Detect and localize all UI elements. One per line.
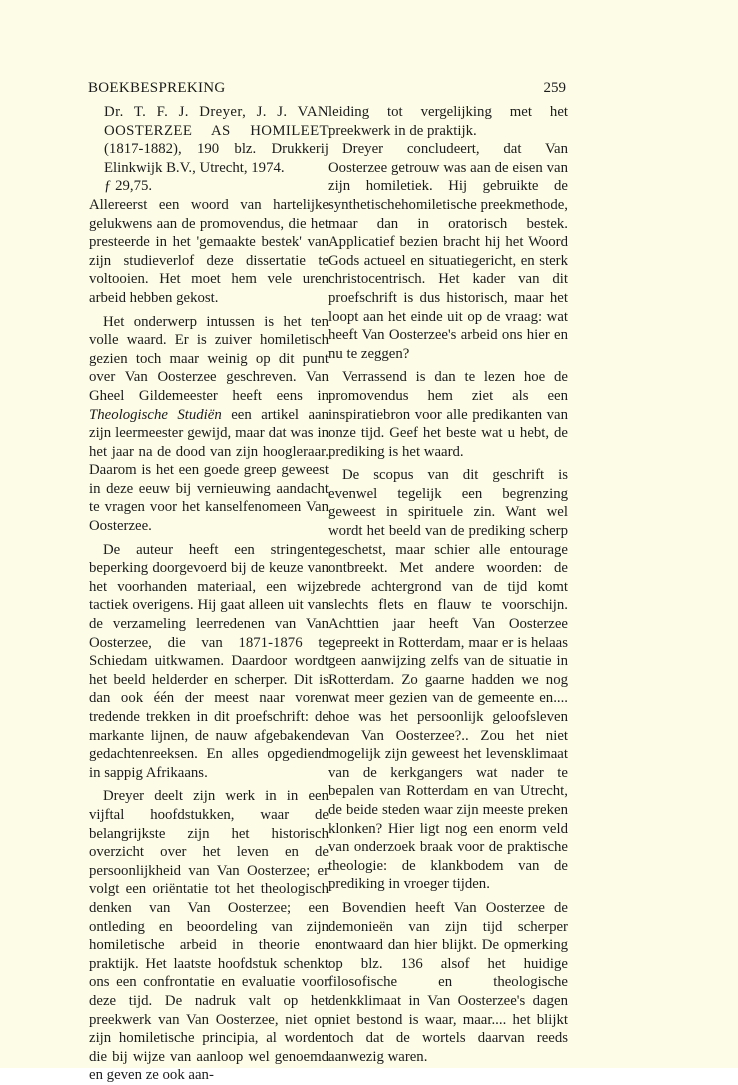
left-column: [89, 103, 329, 1085]
paragraph: Het onderwerp intussen is het ten volle waard. Er is zuiver homiletisch gezien toch maar weinig op dit punt over Van Oosterzee geschreven. Van Gheel Gildemeester heeft eens in Theologische Studiën een artikel aan zijn leermeester gewijd, maar dat was in het jaar na de dood van zijn hoogleraar. Daarom is het een goede greep geweest in deze eeuw bij vernieuwing aandacht te vragen voor het kanselfenomeen Van Oosterzee.: [89, 313, 329, 535]
section-title: BOEKBESPREKING: [88, 80, 226, 96]
book-citation: [89, 103, 329, 196]
citation-price: ƒ 29,75.: [104, 178, 153, 195]
citation-details: (1817-1882), 190 blz. Drukkerij Elinkwijk B.V., Utrecht, 1974.: [104, 141, 329, 176]
paragraph: Bovendien heeft Van Oosterzee de demonieën van zijn tijd scherper ontwaard dan hier blijkt. De opmerking op blz. 136 alsof het huidige filosofische en theologische denkklimaat in Van Oosterzee's dagen niet bestond is waar, maar.... het blijkt toch dat de wortels daarvan reeds aanwezig waren.: [328, 899, 568, 1065]
paragraph-continued: leiding tot vergelijking met het preekwerk in de praktijk.: [328, 104, 568, 139]
journal-title: Theologische Studiën: [89, 406, 222, 423]
paragraph: De auteur heeft een stringente beperking doorgevoerd bij de keuze van het voorhanden materiaal, een wijze tactiek overigens. Hij gaat alleen uit van de verzameling leerredenen van Van Oosterzee, die van 1871-1876 te Schiedam uitkwamen. Daardoor wordt het beeld helderder en scherper. Dit is dan ook één der meest naar voren tredende trekken in dit proefschrift: de markante lijnen, de nauw afgebakende gedachtenreeksen. En alles opgediend in sappig Afrikaans.: [89, 541, 329, 781]
paragraph: Dreyer concludeert, dat Van Oosterzee getrouw was aan de eisen van zijn homiletiek. Hij gebruikte de synthetischehomiletische preekmethode, maar dan in oratorisch bestek. Applicatief bezien bracht hij het Woord Gods actueel en situatiegericht, en sterk christocentrisch. Het kader van dit proefschrift is dus historisch, maar het loopt aan het einde uit op de vraag: wat heeft Van Oosterzee's arbeid ons hier en nu te zeggen?: [328, 141, 568, 362]
running-header: [88, 80, 566, 100]
paragraph: De scopus van dit geschrift is evenwel tegelijk een begrenzing geweest in spirituele zin. Want wel wordt het beeld van de prediking scherp geschetst, maar schier alle entourage ontbreekt. Met andere woorden: de brede achtergrond van de tijd komt slechts flets en flauw te voorschijn. Achttien jaar heeft Van Oosterzee gepreekt in Rotterdam, maar er is helaas geen aanwijzing zelfs van de situatie in Rotterdam. Zo gaarne hadden we nog wat meer gezien van de gemeente en.... hoe was het persoonlijk geloofsleven van Van Oosterzee?.. Zou het niet mogelijk zijn geweest het levensklimaat van de kerkgangers wat nader te bepalen van Rotterdam en van Utrecht, de beide steden waar zijn meeste preken klonken? Hier ligt nog een enorm veld van onderzoek braak voor de praktische theologie: de klankbodem van de prediking in vroeger tijden.: [328, 467, 568, 893]
paragraph: Verrassend is dan te lezen hoe de promovendus hem ziet als een inspiratiebron voor alle predikanten van onze tijd. Geef het beste wat u hebt, de prediking is het waard.: [328, 369, 568, 460]
paragraph: Allereerst een woord van hartelijke gelukwens aan de promovendus, die het presteerde in het 'gemaakte bestek' van zijn studieverlof deze dissertatie te voltooien. Het moet hem vele uren arbeid hebben gekost.: [89, 196, 329, 306]
citation-title: OOSTERZEE AS HOMILEET: [104, 122, 329, 139]
page-number: 259: [543, 80, 566, 96]
citation-authors: Dr. T. F. J. Dreyer, J. J. VAN: [104, 104, 329, 120]
paragraph: Dreyer deelt zijn werk in in een vijftal hoofdstukken, waar de belangrijkste zijn het historisch overzicht over het leven en de persoonlijkheid van Van Oosterzee; er volgt een oriëntatie tot het theologisch denken van Van Oosterzee; een ontleding en beoordeling van zijn homiletische arbeid in theorie en praktijk. Het laatste hoofdstuk schenkt ons een confrontatie en evaluatie voor deze tijd. De nadruk valt op het preekwerk van Van Oosterzee, niet op zijn homiletische principia, al worden die bij wijze van aanloop wel genoemd en geven ze ook aan-: [89, 788, 329, 1084]
right-column: [328, 103, 568, 1066]
